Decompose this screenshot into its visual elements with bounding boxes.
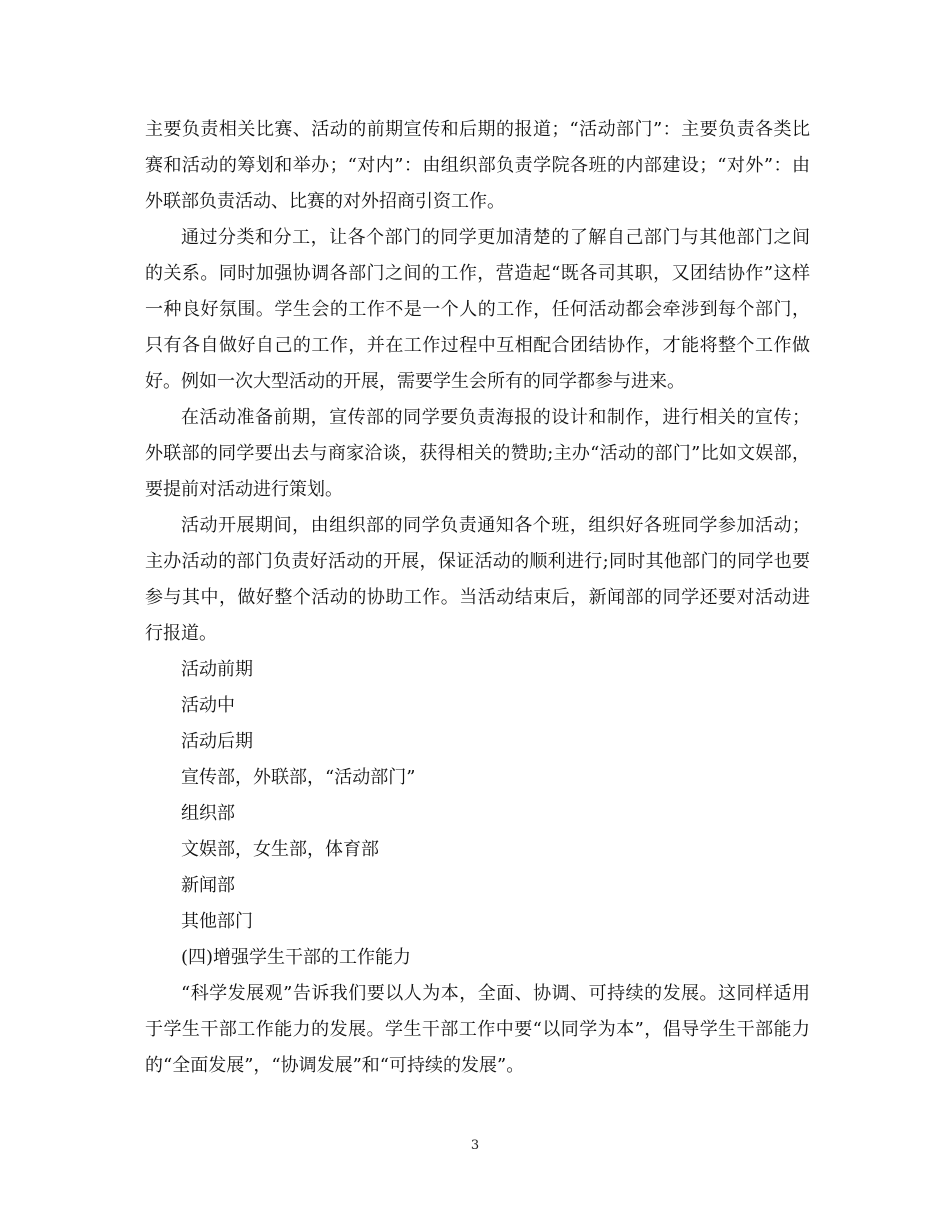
list-item: 组织部 [181, 803, 235, 824]
list-item: 宣传部，外联部，“活动部门” [181, 767, 416, 788]
section-heading: (四)增强学生干部的工作能力 [181, 947, 412, 968]
list-item: 其他部门 [181, 911, 253, 932]
list-item: 新闻部 [181, 875, 235, 896]
paragraph-1: 主要负责相关比赛、活动的前期宣传和后期的报道；“活动部门”：主要负责各类比赛和活动的筹划和举办；“对内”：由组织部负责学院各班的内部建设；“对外”：由外联部负责活动、比赛的对外招商引资工作。 [145, 119, 810, 212]
list-item: 活动中 [181, 695, 235, 716]
page-number: 3 [470, 1138, 480, 1153]
paragraph-3: 在活动准备前期，宣传部的同学要负责海报的设计和制作，进行相关的宣传；外联部的同学要出去与商家洽谈，获得相关的赞助;主办“活动的部门”比如文娱部，要提前对活动进行策划。 [145, 407, 810, 500]
list-item: 活动后期 [181, 731, 253, 752]
paragraph-4: 活动开展期间，由组织部的同学负责通知各个班，组织好各班同学参加活动；主办活动的部门负责好活动的开展，保证活动的顺利进行;同时其他部门的同学也要参与其中，做好整个活动的协助工作。当活动结束后，新闻部的同学还要对活动进行报道。 [145, 515, 810, 644]
closing-paragraph: “科学发展观”告诉我们要以人为本，全面、协调、可持续的发展。这同样适用于学生干部工作能力的发展。学生干部工作中要“以同学为本”，倡导学生干部能力的“全面发展”，“协调发展”和“可持续的发展”。 [145, 983, 810, 1076]
paragraph-2: 通过分类和分工，让各个部门的同学更加清楚的了解自己部门与其他部门之间的关系。同时加强协调各部门之间的工作，营造起“既各司其职，又团结协作”这样一种良好氛围。学生会的工作不是一个人的工作，任何活动都会牵涉到每个部门，只有各自做好自己的工作，并在工作过程中互相配合团结协作，才能将整个工作做好。例如一次大型活动的开展，需要学生会所有的同学都参与进来。 [145, 227, 810, 392]
list-item: 活动前期 [181, 659, 253, 680]
document-body [145, 112, 810, 1084]
list-item: 文娱部，女生部，体育部 [181, 839, 379, 860]
